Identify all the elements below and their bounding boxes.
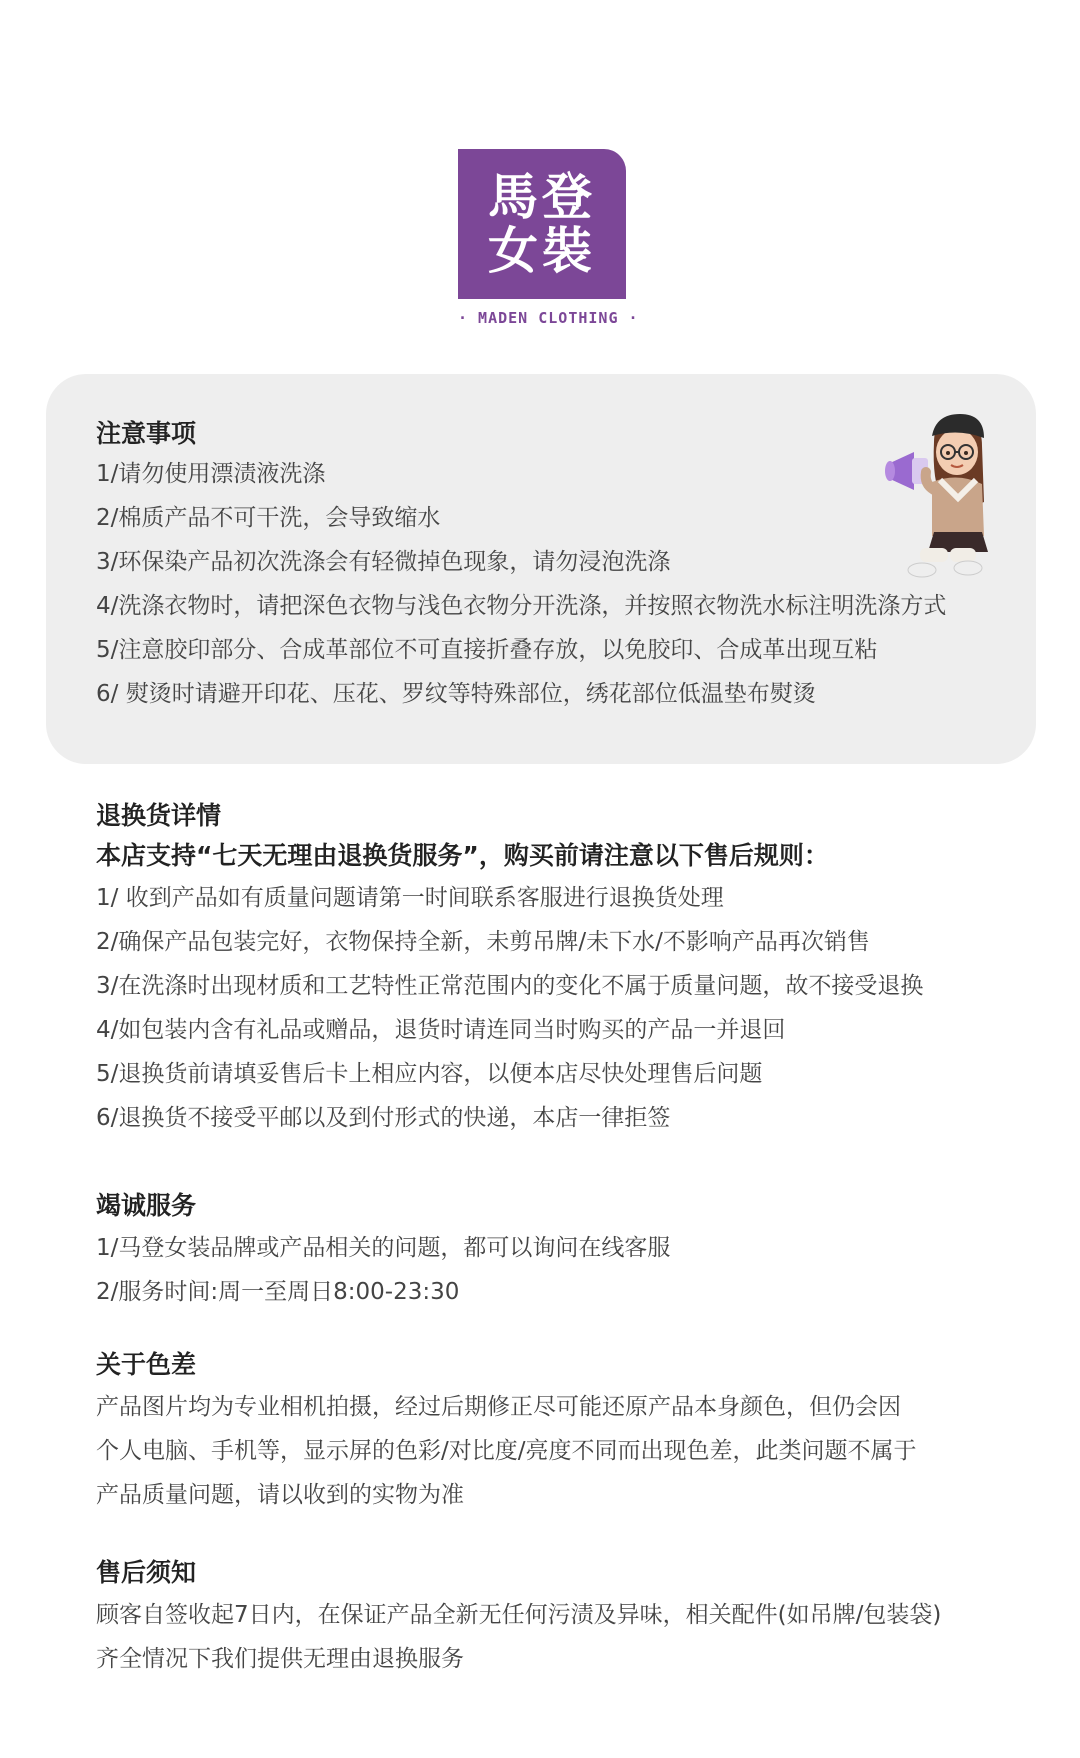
- returns-item: 6/退换货不接受平邮以及到付形式的快递，本店一律拒签: [96, 1105, 671, 1131]
- returns-item: 3/在洗涤时出现材质和工艺特性正常范围内的变化不属于质量问题，故不接受退换: [96, 973, 924, 999]
- notice-item: 3/环保染产品初次洗涤会有轻微掉色现象，请勿浸泡洗涤: [96, 549, 671, 575]
- notice-item: 4/洗涤衣物时，请把深色衣物与浅色衣物分开洗涤，并按照衣物洗水标注明洗涤方式: [96, 593, 947, 619]
- notice-item: 6/ 熨烫时请避开印花、压花、罗纹等特殊部位，绣花部位低温垫布熨烫: [96, 681, 816, 707]
- logo-text-line2: 女裝: [488, 222, 596, 280]
- color-diff-line: 产品图片均为专业相机拍摄，经过后期修正尽可能还原产品本身颜色，但仍会因: [96, 1394, 901, 1420]
- notice-content: [96, 418, 946, 716]
- service-item: 1/马登女装品牌或产品相关的问题，都可以询问在线客服: [96, 1235, 671, 1261]
- notice-title: 注意事项: [96, 419, 197, 448]
- logo-box: [458, 149, 626, 299]
- notice-item: 1/请勿使用漂渍液洗涤: [96, 461, 326, 487]
- returns-item: 4/如包装内含有礼品或赠品，退货时请连同当时购买的产品一并退回: [96, 1017, 786, 1043]
- notice-item: 5/注意胶印部分、合成革部位不可直接折叠存放，以免胶印、合成革出现互粘: [96, 637, 878, 663]
- after-sales-section: [96, 1557, 941, 1681]
- returns-item: 1/ 收到产品如有质量问题请第一时间联系客服进行退换货处理: [96, 885, 724, 911]
- megaphone-girl-icon: [884, 412, 1004, 584]
- service-section: [96, 1190, 670, 1314]
- service-item: 2/服务时间:周一至周日8:00-23:30: [96, 1279, 460, 1305]
- color-diff-line: 个人电脑、手机等，显示屏的色彩/对比度/亮度不同而出现色差，此类问题不属于: [96, 1438, 917, 1464]
- color-diff-line: 产品质量问题，请以收到的实物为准: [96, 1482, 464, 1508]
- returns-item: 2/确保产品包装完好，衣物保持全新，未剪吊牌/未下水/不影响产品再次销售: [96, 929, 870, 955]
- brand-logo: [458, 149, 639, 327]
- after-sales-title: 售后须知: [96, 1558, 197, 1587]
- service-title: 竭诚服务: [96, 1191, 197, 1220]
- after-sales-line: 齐全情况下我们提供无理由退换服务: [96, 1646, 464, 1672]
- color-diff-title: 关于色差: [96, 1350, 197, 1379]
- returns-subtitle: 本店支持“七天无理由退换货服务”，购买前请注意以下售后规则：: [96, 841, 829, 870]
- logo-text-line1: 馬登: [488, 168, 596, 226]
- returns-title: 退换货详情: [96, 801, 222, 830]
- notice-item: 2/棉质产品不可干洗，会导致缩水: [96, 505, 441, 531]
- color-diff-section: [96, 1349, 917, 1517]
- after-sales-line: 顾客自签收起7日内，在保证产品全新无任何污渍及异味，相关配件(如吊牌/包装袋): [96, 1602, 942, 1628]
- logo-subtitle: · MADEN CLOTHING ·: [458, 309, 639, 327]
- returns-item: 5/退换货前请填妥售后卡上相应内容，以便本店尽快处理售后问题: [96, 1061, 763, 1087]
- returns-section: [96, 800, 923, 1140]
